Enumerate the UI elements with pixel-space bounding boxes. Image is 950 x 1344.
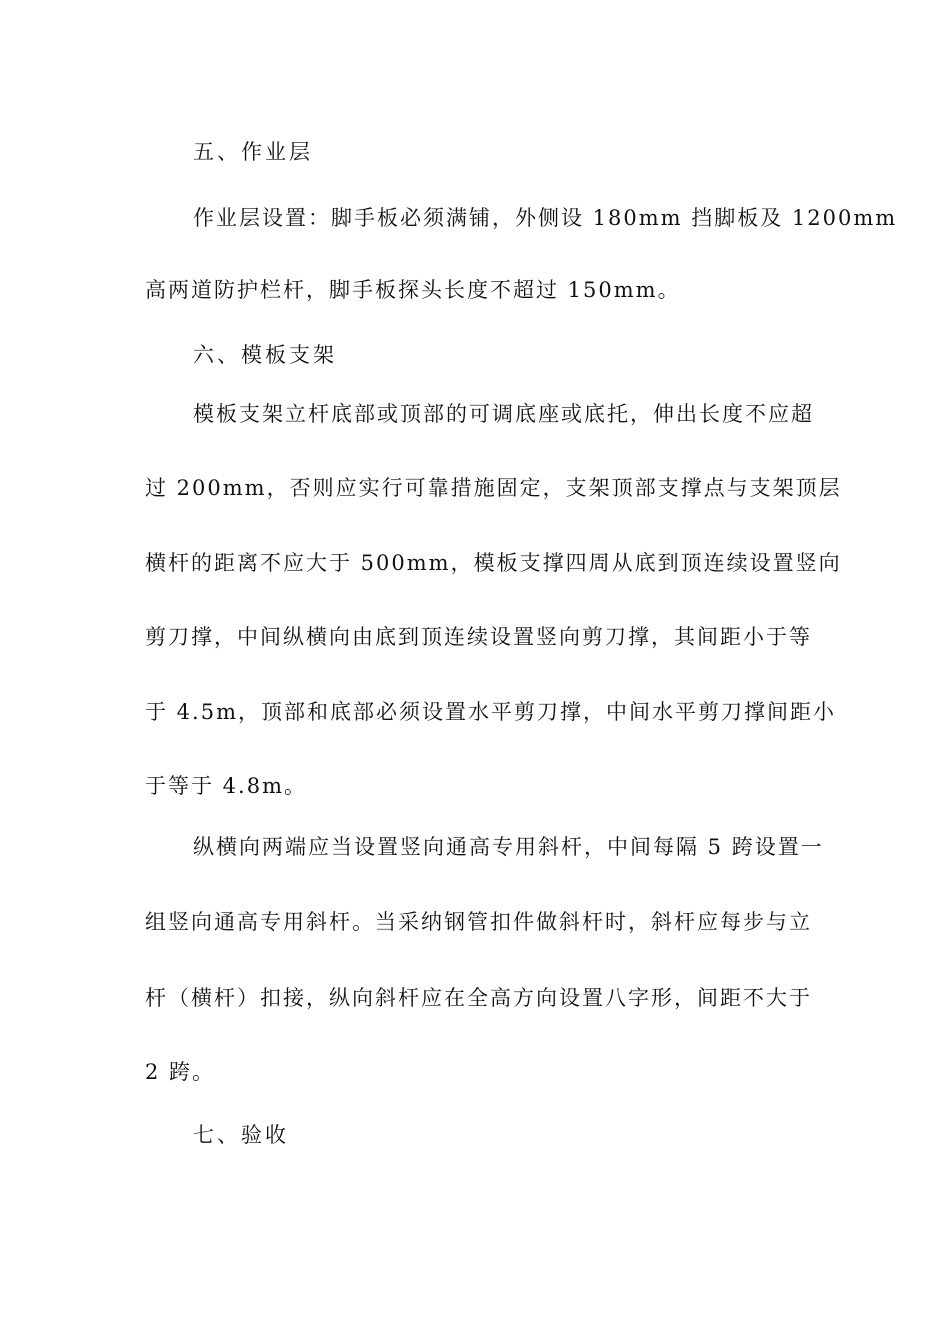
paragraph-line: 高两道防护栏杆，脚手板探头长度不超过 150mm。 [145, 278, 681, 302]
paragraph-line: 2 跨。 [145, 1060, 216, 1084]
paragraph-line: 杆（横杆）扣接，纵向斜杆应在全高方向设置八字形，间距不大于 [145, 986, 812, 1010]
paragraph-line: 模板支架立杆底部或顶部的可调底座或底托，伸出长度不应超 [193, 402, 814, 426]
paragraph-line: 组竖向通高专用斜杆。当采纳钢管扣件做斜杆时，斜杆应每步与立 [145, 910, 812, 934]
section-heading-work-layer: 五、作业层 [193, 140, 313, 164]
paragraph-line: 剪刀撑，中间纵横向由底到顶连续设置竖向剪刀撑，其间距小于等 [145, 625, 812, 649]
paragraph-line: 于等于 4.8m。 [145, 774, 307, 798]
paragraph-line: 作业层设置：脚手板必须满铺，外侧设 180mm 挡脚板及 1200mm [193, 206, 898, 230]
paragraph-line: 过 200mm，否则应实行可靠措施固定，支架顶部支撑点与支架顶层 [145, 476, 842, 500]
section-heading-formwork-support: 六、模板支架 [193, 343, 337, 367]
paragraph-line: 纵横向两端应当设置竖向通高专用斜杆，中间每隔 5 跨设置一 [193, 835, 824, 859]
paragraph-line: 横杆的距离不应大于 500mm，模板支撑四周从底到顶连续设置竖向 [145, 551, 842, 575]
paragraph-line: 于 4.5m，顶部和底部必须设置水平剪刀撑，中间水平剪刀撑间距小 [145, 700, 836, 724]
section-heading-acceptance: 七、验收 [193, 1123, 289, 1147]
